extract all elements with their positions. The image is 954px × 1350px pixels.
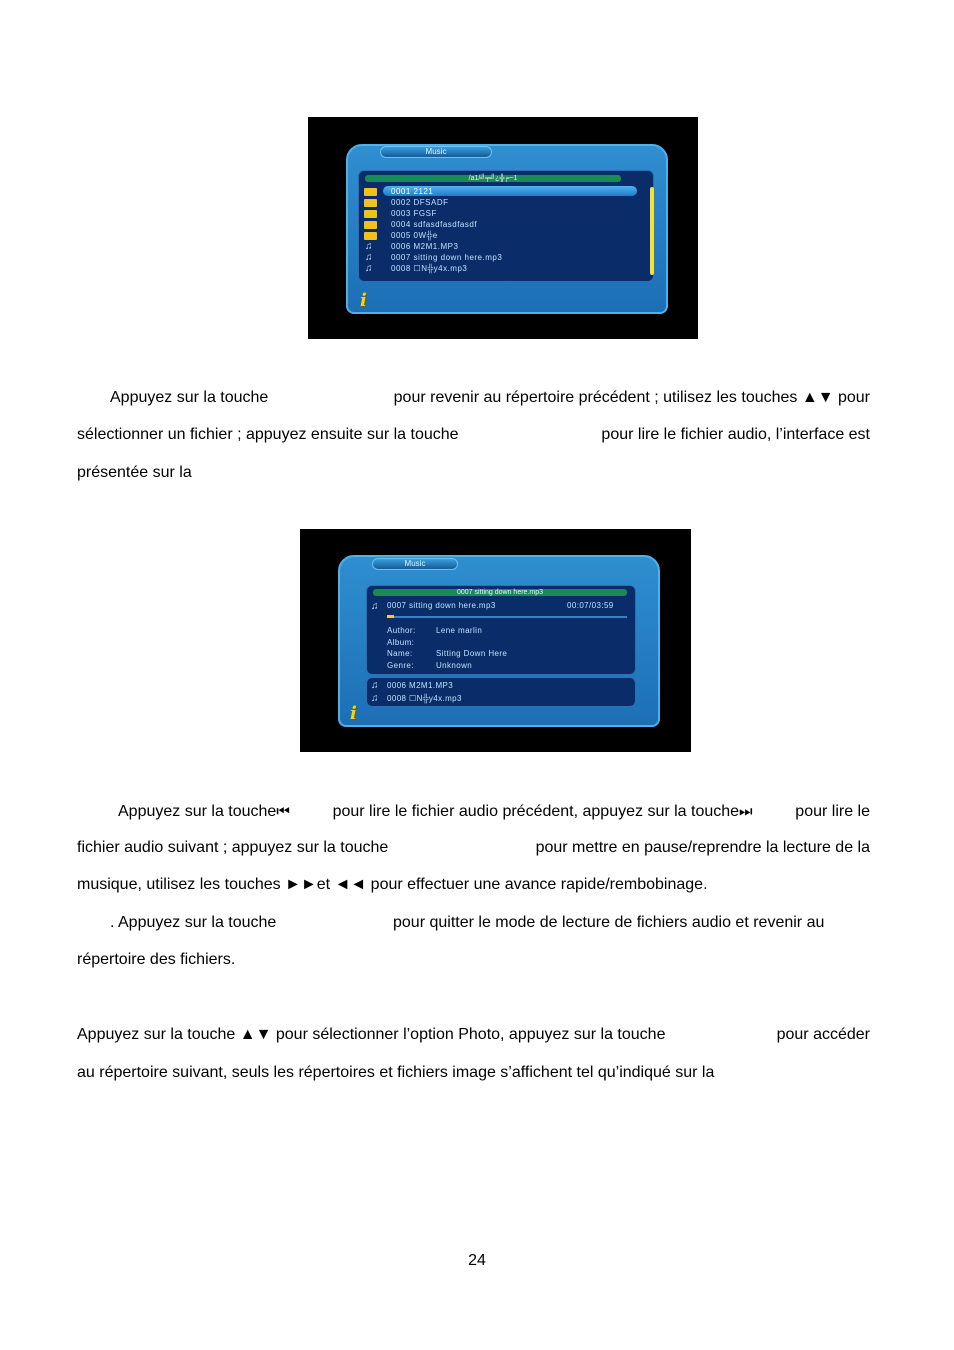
text-segment: pour accéder xyxy=(776,1026,870,1043)
text-segment: Appuyez sur la touche ▲▼ pour sélectionner l’option Photo, appuyez sur la touche xyxy=(77,1026,666,1043)
info-icon: i xyxy=(350,703,357,724)
file-label: 0005 0W╬e xyxy=(391,231,438,240)
file-label: 0003 FGSF xyxy=(391,209,437,218)
file-list xyxy=(359,186,653,278)
menu-tab-title: Music xyxy=(404,559,426,568)
audio-note-icon: ♫ xyxy=(365,263,373,274)
menu-frame xyxy=(346,144,668,314)
now-playing-title: 0007 sitting down here.mp3 xyxy=(457,589,543,596)
music-browser-screenshot xyxy=(308,117,698,339)
paragraph-3-line-2: répertoire des fichiers. xyxy=(77,951,236,968)
track-metadata xyxy=(387,626,627,672)
folder-icon xyxy=(364,221,377,229)
file-row[interactable] xyxy=(359,263,653,274)
text-segment: Appuyez sur la touche xyxy=(110,389,269,406)
text-segment: pour revenir au répertoire précédent ; utilisez les touches ▲▼ pour xyxy=(393,389,870,406)
paragraph-1-line-1 xyxy=(110,390,870,406)
now-playing-panel xyxy=(366,585,636,675)
file-label: 0004 sdfasdfasdfasdf xyxy=(391,220,478,229)
text-segment: fichier audio suivant ; appuyez sur la touche xyxy=(77,839,389,856)
file-label: 0008 ☐N╬y4x.mp3 xyxy=(391,264,468,273)
paragraph-3-line-1-a: . Appuyez sur la touche xyxy=(110,914,277,931)
file-label: 0002 DFSADF xyxy=(391,198,449,207)
playlist-label: 0006 M2M1.MP3 xyxy=(387,681,454,690)
meta-key: Album: xyxy=(387,637,415,647)
meta-value: Lene marlin xyxy=(436,626,483,635)
menu-tab-title: Music xyxy=(425,147,447,156)
paragraph-2-line-1 xyxy=(118,804,870,820)
audio-note-icon: ♫ xyxy=(371,692,379,704)
paragraph-3-line-1-b: pour quitter le mode de lecture de fichiers audio et revenir au xyxy=(393,914,825,931)
file-label: 0006 M2M1.MP3 xyxy=(391,242,459,251)
path-bar xyxy=(365,175,621,182)
folder-icon xyxy=(364,210,377,218)
file-list-panel xyxy=(358,170,654,282)
text-segment: pour mettre en pause/reprendre la lecture de la xyxy=(535,839,870,856)
menu-tab xyxy=(380,146,492,158)
playlist-label: 0008 ☐N╬y4x.mp3 xyxy=(387,693,462,703)
audio-note-icon: ♫ xyxy=(371,601,379,612)
file-row[interactable] xyxy=(359,186,653,197)
text-segment: sélectionner un fichier ; appuyez ensuite sur la touche xyxy=(77,426,459,443)
menu-tab xyxy=(372,558,458,570)
text-segment: pour lire le fichier audio, l’interface est xyxy=(601,426,870,443)
track-time: 00:07/03:59 xyxy=(567,601,614,610)
paragraph-2-line-2 xyxy=(77,840,870,856)
meta-key: Author: xyxy=(387,626,416,635)
menu-frame xyxy=(338,555,660,727)
folder-icon xyxy=(364,199,377,207)
music-playback-screenshot xyxy=(300,529,691,752)
text-segment: pour lire le fichier audio précédent, appuyez sur la touche xyxy=(332,803,740,820)
progress-track[interactable] xyxy=(387,616,627,618)
file-label: 0007 sitting down here.mp3 xyxy=(391,253,503,262)
now-playing-bar xyxy=(373,589,627,596)
audio-note-icon: ♫ xyxy=(371,680,379,691)
text-segment xyxy=(333,804,750,820)
info-icon: i xyxy=(360,290,367,311)
scrollbar[interactable] xyxy=(650,187,654,275)
file-label: 0001 2121 xyxy=(391,187,434,196)
current-path: /a1/╝╤╝¿╬╒~1 xyxy=(468,175,518,182)
text-segment: pour lire le xyxy=(795,803,870,820)
folder-icon xyxy=(364,188,377,196)
track-label: 0007 sitting down here.mp3 xyxy=(387,601,496,610)
page-number: 24 xyxy=(468,1252,486,1269)
meta-key: Name: xyxy=(387,649,413,658)
file-row[interactable] xyxy=(359,208,653,219)
folder-icon xyxy=(364,232,377,240)
playlist-panel xyxy=(366,677,636,707)
file-row[interactable] xyxy=(359,241,653,252)
paragraph-4-line-2: au répertoire suivant, seuls les répertoires et fichiers image s’affichent tel qu’indiqué sur la xyxy=(77,1064,715,1081)
paragraph-1-line-3: présentée sur la xyxy=(77,464,192,481)
text-segment: Appuyez sur la touche xyxy=(118,803,277,820)
audio-note-icon: ♫ xyxy=(365,241,373,252)
paragraph-1-line-2 xyxy=(77,427,870,443)
paragraph-4-line-1 xyxy=(77,1027,870,1043)
file-row[interactable] xyxy=(359,252,653,263)
file-row[interactable] xyxy=(359,219,653,230)
playlist-item[interactable] xyxy=(367,693,635,704)
meta-value: Unknown xyxy=(436,660,473,670)
playlist xyxy=(367,680,635,704)
next-track-icon: ⏭ xyxy=(739,803,750,820)
audio-note-icon: ♫ xyxy=(365,252,373,263)
paragraph-2-line-3: musique, utilisez les touches ►►et ◄◄ pour effectuer une avance rapide/rembobinage. xyxy=(77,876,708,893)
file-row[interactable] xyxy=(359,197,653,208)
previous-track-icon: ⏮ xyxy=(276,803,287,820)
progress-fill xyxy=(387,615,394,618)
meta-value: Sitting Down Here xyxy=(436,649,508,658)
text-segment xyxy=(118,804,287,820)
playlist-item[interactable] xyxy=(367,680,635,691)
file-row[interactable] xyxy=(359,230,653,241)
meta-key: Genre: xyxy=(387,660,414,670)
